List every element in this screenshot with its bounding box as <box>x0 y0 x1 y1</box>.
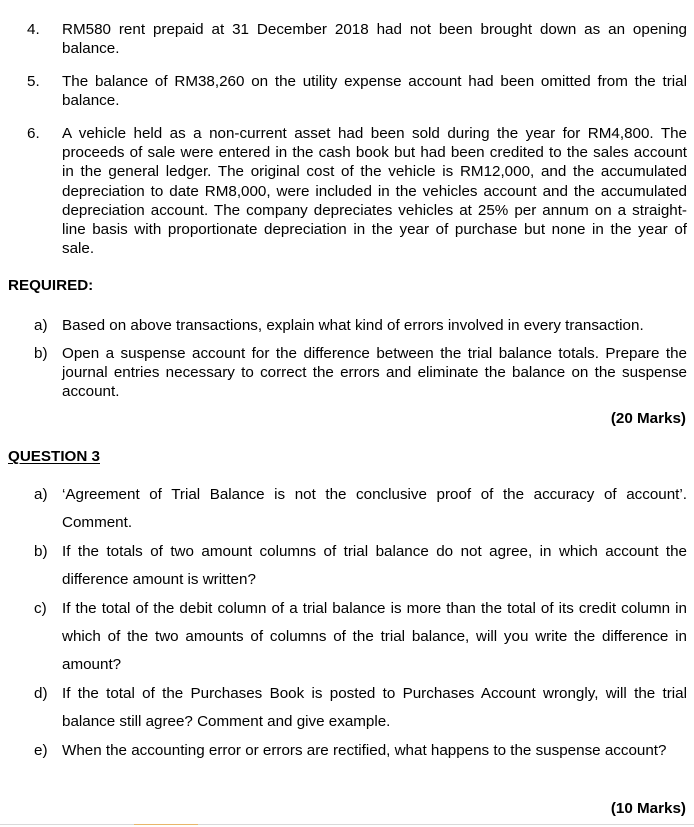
item-text: If the total of the Purchases Book is posted to Purchases Account wrongly, will the trial balance still agree? Comment and give example. <box>62 685 687 731</box>
page-bottom-divider <box>0 824 694 825</box>
item-text: When the accounting error or errors are rectified, what happens to the suspense account? <box>62 742 667 759</box>
item-text: Open a suspense account for the difference between the trial balance totals. Prepare the journal entries necessary to correct the errors and eliminate the balance on the suspense account. <box>62 345 687 400</box>
question-item-b <box>34 538 687 594</box>
question-item-d <box>34 680 687 736</box>
divider-accent <box>134 824 198 825</box>
question-item-c <box>34 595 687 680</box>
question-3-heading: QUESTION 3 <box>8 448 100 465</box>
item-letter: a) <box>34 317 48 334</box>
item-letter: e) <box>34 742 48 759</box>
item-number: 6. <box>27 125 40 142</box>
required-heading: REQUIRED: <box>8 277 94 294</box>
item-text: Based on above transactions, explain what kind of errors involved in every transaction. <box>62 317 644 334</box>
item-letter: b) <box>34 543 48 560</box>
item-letter: a) <box>34 486 48 503</box>
item-text: If the total of the debit column of a trial balance is more than the total of its credit column in which of the two amounts of columns of the trial balance, will you write the difference in amount? <box>62 600 687 674</box>
list-item-6 <box>27 124 687 258</box>
marks-label: (20 Marks) <box>610 410 686 427</box>
question-item-e <box>34 737 687 765</box>
item-text: RM580 rent prepaid at 31 December 2018 had not been brought down as an opening balance. <box>62 21 687 58</box>
item-number: 4. <box>27 21 40 38</box>
item-text: ‘Agreement of Trial Balance is not the conclusive proof of the accuracy of account’. Comment. <box>62 486 687 532</box>
list-item-4 <box>27 20 687 58</box>
item-text: The balance of RM38,260 on the utility expense account had been omitted from the trial balance. <box>62 73 687 110</box>
required-item-a <box>34 316 687 335</box>
item-text: A vehicle held as a non-current asset had been sold during the year for RM4,800. The proceeds of sale were entered in the cash book but had been credited to the sales account in the general ledger. The original cost of the vehicle is RM12,000, and the accumulated depreciation to date RM8,000, were included in the vehicles account and the accumulated depreciation account. The company depreciates vehicles at 25% per annum on a straight-line basis with proportionate depreciation in the year of purchase but none in the year of sale. <box>62 125 687 258</box>
required-item-b <box>34 344 687 401</box>
marks-label: (10 Marks) <box>610 800 686 817</box>
item-letter: d) <box>34 685 48 702</box>
question-item-a <box>34 481 687 537</box>
item-letter: c) <box>34 600 47 617</box>
list-item-5 <box>27 72 687 110</box>
item-text: If the totals of two amount columns of trial balance do not agree, in which account the difference amount is written? <box>62 543 687 589</box>
item-number: 5. <box>27 73 40 90</box>
item-letter: b) <box>34 345 48 362</box>
